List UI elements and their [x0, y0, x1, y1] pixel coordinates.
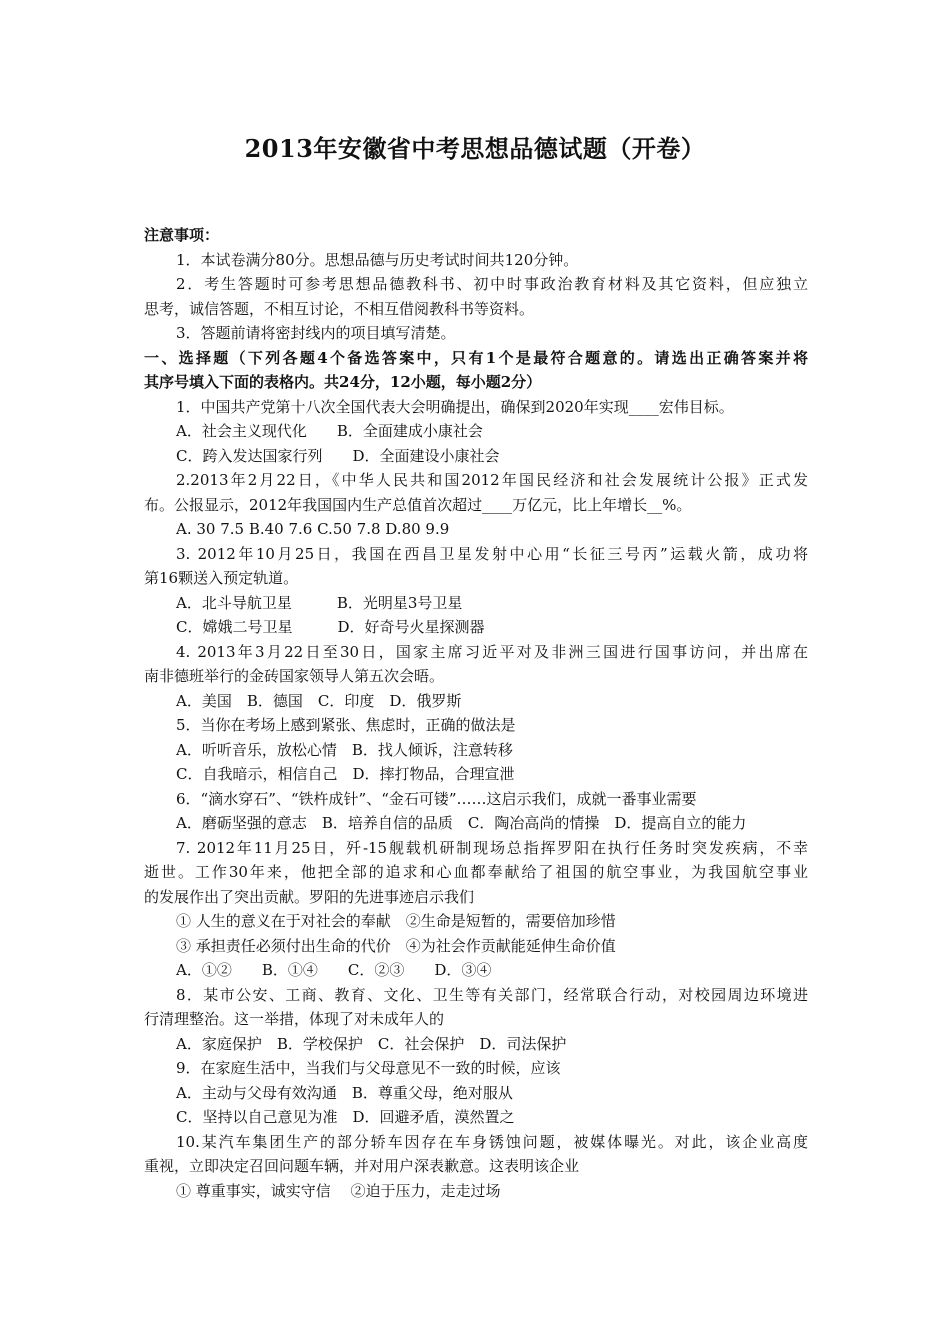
text-line: 4. 2013年3月22日至30日，国家主席习近平对及非洲三国进行国事访问，并出席在 — [176, 642, 808, 661]
text-line: 3．答题前请将密封线内的项目填写清楚。 — [176, 324, 456, 342]
text-line: A．磨砺坚强的意志 B．培养自信的品质 C．陶冶高尚的情操 D．提高自立的能力 — [176, 814, 747, 832]
text-line: 布。公报显示，2012年我国国内生产总值首次超过____万亿元，比上年增长__%。 — [144, 495, 692, 514]
text-line: 思考，诚信答题，不相互讨论，不相互借阅教科书等资料。 — [144, 299, 535, 318]
section-heading-line: 注意事项： — [144, 226, 220, 244]
text-line: 重视，立即决定召回问题车辆，并对用户深表歉意。这表明该企业 — [144, 1157, 580, 1175]
text-line: A．①② B．①④ C．②③ D．③④ — [176, 961, 492, 979]
text-line: C．自我暗示，相信自己 D．摔打物品，合理宣泄 — [176, 765, 515, 783]
text-line: 的发展作出了突出贡献。罗阳的先进事迹启示我们 — [144, 887, 475, 906]
text-line: ① 人生的意义在于对社会的奉献 ②生命是短暂的，需要倍加珍惜 — [176, 912, 616, 930]
section-heading-line: 其序号填入下面的表格内。共24分，12小题，每小题2分） — [144, 373, 542, 391]
text-line: A．社会主义现代化 B．全面建成小康社会 — [176, 422, 483, 440]
text-line: 第16颗送入预定轨道。 — [144, 569, 299, 587]
text-line: 5．当你在考场上感到紧张、焦虑时，正确的做法是 — [176, 716, 516, 734]
text-line: 南非德班举行的金砖国家领导人第五次会晤。 — [144, 667, 445, 685]
text-line: A．美国 B．德国 C．印度 D．俄罗斯 — [176, 691, 462, 710]
text-line: 7. 2012年11月25日，歼-15舰载机研制现场总指挥罗阳在执行任务时突发疾病，不幸 — [176, 838, 808, 857]
text-line: C．坚持以自己意见为准 D．回避矛盾，漠然置之 — [176, 1108, 515, 1126]
text-line: C．跨入发达国家行列 D．全面建设小康社会 — [176, 446, 500, 465]
text-line: A．主动与父母有效沟通 B．尊重父母，绝对服从 — [176, 1083, 513, 1102]
text-line: 逝世。工作30年来，他把全部的追求和心血都奉献给了祖国的航空事业，为我国航空事业 — [144, 863, 808, 881]
document-title: 2013年安徽省中考思想品德试题（开卷） — [244, 134, 706, 163]
section-heading-line: 一、选择题（下列各题4个备选答案中，只有1个是最符合题意的。请选出正确答案并将 — [144, 348, 808, 367]
text-line: C．嫦娥二号卫星 D．好奇号火星探测器 — [176, 618, 485, 636]
text-line: 2.2013年2月22日，《中华人民共和国2012年国民经济和社会发展统计公报》正式发 — [176, 471, 808, 489]
text-line: 6．“滴水穿石”、“铁杵成针”、“金石可镂”……这启示我们，成就一番事业需要 — [176, 789, 697, 808]
text-line: ① 尊重事实，诚实守信 ②迫于压力，走走过场 — [176, 1181, 501, 1200]
text-line: 3. 2012年10月25日，我国在西昌卫星发射中心用“长征三号丙”运载火箭，成功将 — [176, 544, 808, 563]
text-line: 10.某汽车集团生产的部分轿车因存在车身锈蚀问题，被媒体曝光。对此，该企业高度 — [176, 1132, 808, 1151]
text-line: 1．本试卷满分80分。思想品德与历史考试时间共120分钟。 — [176, 250, 579, 269]
text-line: 2．考生答题时可参考思想品德教科书、初中时事政治教育材料及其它资料，但应独立 — [176, 275, 808, 293]
text-line: 9．在家庭生活中，当我们与父母意见不一致的时候，应该 — [176, 1059, 561, 1077]
text-line: A．家庭保护 B．学校保护 C．社会保护 D．司法保护 — [176, 1034, 567, 1053]
text-line: 1．中国共产党第十八次全国代表大会明确提出，确保到2020年实现____宏伟目标。 — [176, 397, 734, 416]
text-line: A．听听音乐，放松心情 B．找人倾诉，注意转移 — [176, 740, 513, 759]
text-line: A．北斗导航卫星 B．光明星3号卫星 — [176, 593, 463, 612]
text-line: 行清理整治。这一举措，体现了对未成年人的 — [144, 1010, 445, 1028]
text-line: A. 30 7.5 B.40 7.6 C.50 7.8 D.80 9.9 — [176, 520, 450, 538]
text-line: ③ 承担责任必须付出生命的代价 ④为社会作贡献能延伸生命价值 — [176, 936, 616, 955]
text-line: 8．某市公安、工商、教育、文化、卫生等有关部门，经常联合行动，对校园周边环境进 — [176, 985, 808, 1004]
document-body — [144, 223, 808, 1203]
